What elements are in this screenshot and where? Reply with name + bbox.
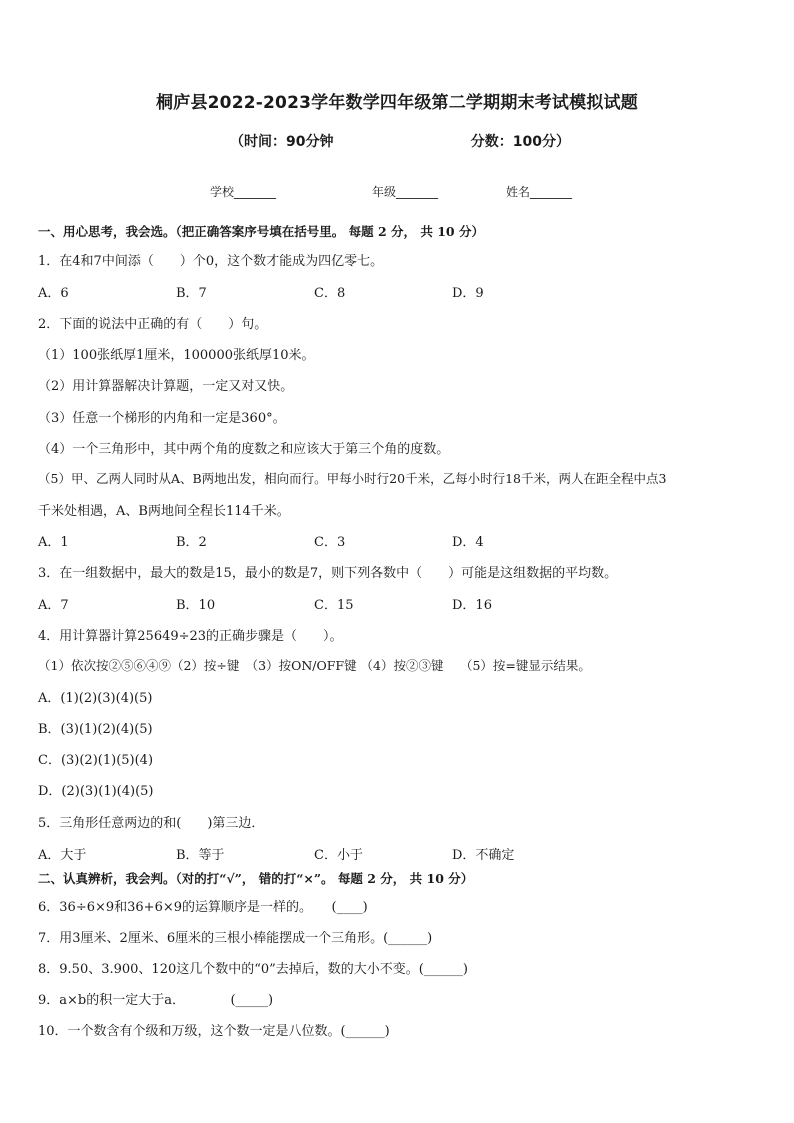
q2-stem: 2．下面的说法中正确的有（ ）句。: [38, 317, 268, 332]
exam-title: 桐庐县2022-2023学年数学四年级第二学期期末考试模拟试题: [156, 93, 638, 113]
q3-option-c: C．15: [314, 598, 354, 613]
q5-stem: 5．三角形任意两边的和( )第三边．: [38, 816, 265, 831]
q2-statement-2: （2）用计算器解决计算题，一定又对又快。: [38, 379, 294, 394]
q2-options: [38, 531, 598, 550]
grade-field: 年级_______: [372, 185, 439, 199]
q4-option-b: B．(3)(1)(2)(4)(5): [38, 722, 153, 737]
q3-options: [38, 594, 598, 613]
section-1-heading: 一、用心思考，我会选。（把正确答案序号填在括号里。 每题 2 分， 共 10 分）: [38, 224, 484, 239]
q5-option-c: C．小于: [314, 848, 363, 863]
q2-option-b: B．2: [176, 535, 207, 550]
q4-option-c: C．(3)(2)(1)(5)(4): [38, 753, 154, 768]
q1-option-c: C．8: [314, 286, 346, 301]
q2-option-d: D．4: [452, 535, 484, 550]
q1-option-b: B．7: [176, 286, 207, 301]
exam-subtitle: [230, 131, 570, 151]
q2-statement-5a: （5）甲、乙两人同时从A、B两地出发，相向而行。甲每小时行20千米，乙每小时行18千米，两人在距全程中点3: [38, 471, 667, 486]
q1-options: [38, 282, 598, 301]
q4-stem: 4．用计算器计算25649÷23的正确步骤是（ ）。: [38, 629, 343, 644]
q4-steps: （1）依次按②⑤⑥④⑨（2）按÷键 （3）按ON/OFF键 （4）按②③键 （5）按=键显示结果。: [38, 658, 591, 673]
q1-stem: 1．在4和7中间添（ ）个0，这个数才能成为四亿零七。: [38, 254, 384, 269]
q4-option-d: D．(2)(3)(1)(4)(5): [38, 784, 154, 799]
q2-statement-5b: 千米处相遇，A、B两地间全程长114千米。: [38, 504, 290, 519]
q6-statement: 6．36÷6×9和36+6×9的运算顺序是一样的。 (____): [38, 900, 368, 915]
q3-option-d: D．16: [452, 598, 492, 613]
q8-statement: 8．9.50、3.900、120这几个数中的“0”去掉后，数的大小不变。(______): [38, 962, 468, 977]
section-2-heading: 二、认真辨析，我会判。（对的打“√”， 错的打“×”。 每题 2 分， 共 10 分）: [38, 871, 474, 886]
q3-option-b: B．10: [176, 598, 216, 613]
q5-option-b: B．等于: [176, 848, 225, 863]
q2-option-c: C．3: [314, 535, 346, 550]
q3-option-a: A．7: [38, 598, 69, 613]
q5-option-a: A．大于: [38, 848, 87, 863]
school-field: 学校_______: [210, 185, 277, 199]
exam-score: 分数：100分）: [470, 134, 570, 150]
name-field: 姓名_______: [506, 185, 573, 199]
q2-statement-1: （1）100张纸厚1厘米，100000张纸厚10米。: [38, 348, 315, 363]
q2-statement-4: （4）一个三角形中，其中两个角的度数之和应该大于第三个角的度数。: [38, 442, 450, 457]
q10-statement: 10．一个数含有个级和万级，这个数一定是八位数。(______): [38, 1024, 390, 1039]
q9-statement: 9．a×b的积一定大于a． (_____): [38, 993, 274, 1008]
q5-option-d: D．不确定: [452, 848, 515, 863]
q5-options: [38, 844, 598, 863]
exam-time: （时间：90分钟: [230, 134, 334, 150]
q1-option-d: D．9: [452, 286, 484, 301]
q2-statement-3: （3）任意一个梯形的内角和一定是360°。: [38, 411, 286, 426]
q7-statement: 7．用3厘米、2厘米、6厘米的三根小棒能摆成一个三角形。(______): [38, 931, 433, 946]
q2-option-a: A．1: [38, 535, 69, 550]
q1-option-a: A．6: [38, 286, 69, 301]
q3-stem: 3．在一组数据中，最大的数是15，最小的数是7，则下列各数中（ ）可能是这组数据的平均数。: [38, 566, 618, 581]
q4-option-a: A．(1)(2)(3)(4)(5): [38, 691, 153, 706]
